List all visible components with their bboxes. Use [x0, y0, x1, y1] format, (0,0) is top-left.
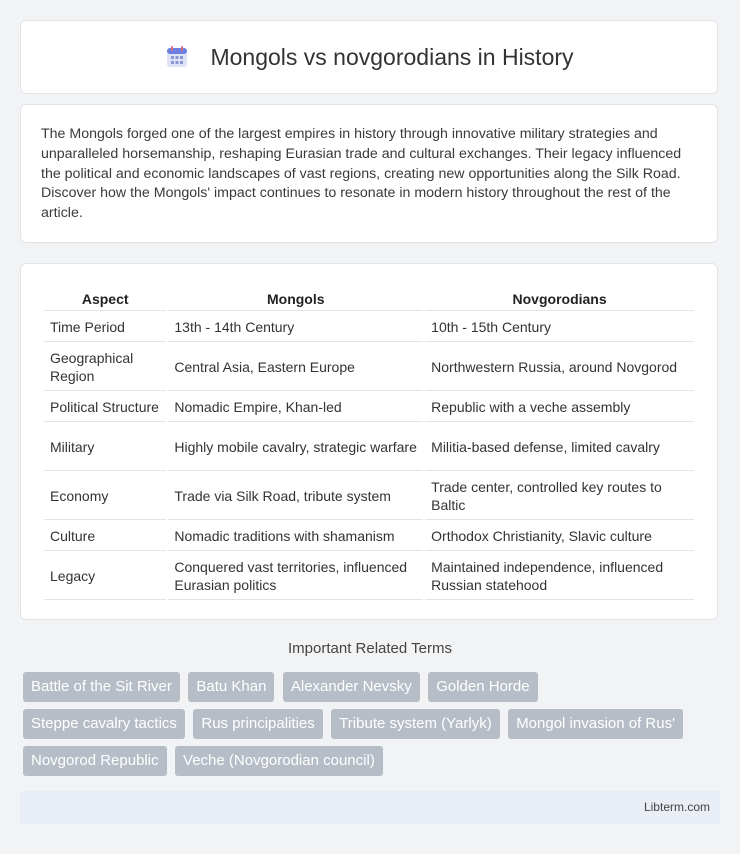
intro-section	[20, 104, 718, 243]
table-cell: Nomadic traditions with shamanism	[168, 522, 423, 551]
page-title: Mongols vs novgorodians in History	[210, 43, 574, 70]
table-cell: Economy	[44, 473, 166, 520]
table-row	[44, 313, 694, 342]
table-cell: Central Asia, Eastern Europe	[168, 344, 423, 391]
table-cell: Nomadic Empire, Khan-led	[168, 393, 423, 422]
related-term-tag[interactable]: Mongol invasion of Rus'	[508, 709, 683, 739]
table-cell: Trade center, controlled key routes to Baltic	[425, 473, 694, 520]
related-term-tag[interactable]: Alexander Nevsky	[283, 672, 420, 702]
related-term-tag[interactable]: Golden Horde	[428, 672, 537, 702]
table-row	[44, 424, 694, 471]
table-cell: Northwestern Russia, around Novgorod	[425, 344, 694, 391]
table-row	[44, 344, 694, 391]
table-cell: Highly mobile cavalry, strategic warfare	[168, 424, 423, 471]
header-mongols: Mongols	[168, 288, 423, 311]
footer	[20, 791, 720, 824]
table-cell: Time Period	[44, 313, 166, 342]
table-cell: Political Structure	[44, 393, 166, 422]
table-row	[44, 393, 694, 422]
table-cell: 10th - 15th Century	[425, 313, 694, 342]
footer-site-link[interactable]: Libterm.com	[643, 800, 710, 814]
related-term-tag[interactable]: Veche (Novgorodian council)	[175, 746, 383, 776]
table-cell: 13th - 14th Century	[168, 313, 423, 342]
table-cell: Military	[44, 424, 166, 471]
calendar-icon	[164, 44, 190, 70]
related-term-tag[interactable]: Steppe cavalry tactics	[23, 709, 185, 739]
related-terms-title: Important Related Terms	[288, 640, 452, 657]
related-term-tag[interactable]: Tribute system (Yarlyk)	[331, 709, 500, 739]
table-row	[44, 553, 694, 600]
table-row	[44, 473, 694, 520]
table-cell: Culture	[44, 522, 166, 551]
table-cell: Legacy	[44, 553, 166, 600]
header-novgorodians: Novgorodians	[425, 288, 694, 311]
header-aspect: Aspect	[44, 288, 166, 311]
related-term-tag[interactable]: Batu Khan	[188, 672, 274, 702]
comparison-card	[20, 263, 718, 620]
table-cell: Geographical Region	[44, 344, 166, 391]
table-cell: Trade via Silk Road, tribute system	[168, 473, 423, 520]
related-term-tag[interactable]: Novgorod Republic	[23, 746, 167, 776]
table-header-row	[44, 288, 694, 311]
table-row	[44, 522, 694, 551]
table-cell: Republic with a veche assembly	[425, 393, 694, 422]
table-cell: Orthodox Christianity, Slavic culture	[425, 522, 694, 551]
page-header	[20, 20, 718, 94]
table-cell: Maintained independence, influenced Russian statehood	[425, 553, 694, 600]
table-cell: Conquered vast territories, influenced Eurasian politics	[168, 553, 423, 600]
comparison-table	[42, 286, 696, 602]
related-terms-list	[23, 672, 723, 783]
related-term-tag[interactable]: Battle of the Sit River	[23, 672, 180, 702]
related-term-tag[interactable]: Rus principalities	[193, 709, 322, 739]
intro-text: The Mongols forged one of the largest empires in history through innovative military strategies and unparalleled horsemanship, reshaping Eurasian trade and cultural exchanges. Their legacy influenced the political and economic landscapes of vast regions, creating new opportunities along the Silk Road. Discover how the Mongols' impact continues to resonate in modern history throughout the rest of the article.	[41, 126, 682, 222]
table-cell: Militia-based defense, limited cavalry	[425, 424, 694, 471]
